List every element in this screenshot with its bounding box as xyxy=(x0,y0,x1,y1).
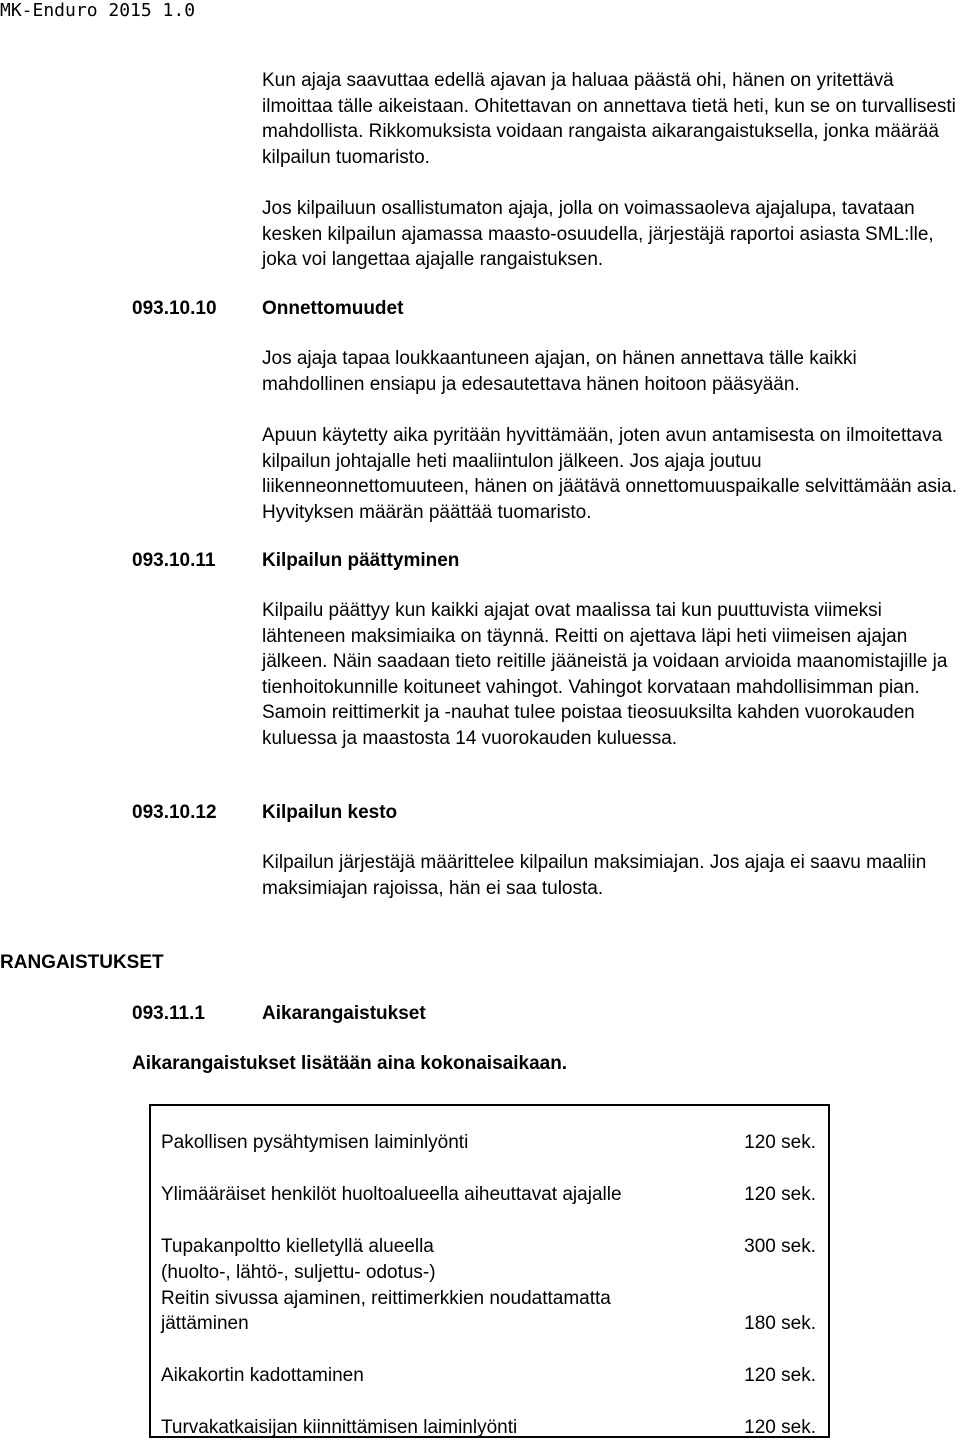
section-title-duration: Kilpailun kesto xyxy=(262,802,398,823)
penalty-offense: Tupakanpoltto kielletyllä alueella xyxy=(161,1236,434,1257)
duration-paragraph: Kilpailun järjestäjä määrittelee kilpailun maksimiajan. Jos ajaja ei saavu maaliin maksimiajan rajoissa, hän ei saa tulosta. xyxy=(262,852,927,899)
section-title-time-penalties: Aikarangaistukset xyxy=(262,1003,426,1024)
penalty-offense: Turvakatkaisijan kiinnittämisen laiminlyönti xyxy=(161,1417,518,1438)
section-title-accidents: Onnettomuudet xyxy=(262,298,404,319)
penalties-heading: RANGAISTUKSET xyxy=(0,952,164,973)
penalty-time: 180 sek. xyxy=(744,1313,816,1334)
penalty-offense-detail: jättäminen xyxy=(161,1313,249,1334)
penalty-offense-detail: (huolto-, lähtö-, suljettu- odotus-) xyxy=(161,1262,436,1283)
overtake-paragraph: Kun ajaja saavuttaa edellä ajavan ja haluaa päästä ohi, hänen on yritettävä ilmoittaa tälle aikeistaan. Ohitettavan on annettava tietä heti, kun se on turvallisesti mahdollista. Rikkomuksista voidaan rangaista aikarangaistuksella, jonka määrää kilpailun tuomaristo. xyxy=(262,70,956,168)
penalty-time: 120 sek. xyxy=(744,1184,816,1205)
penalty-table xyxy=(149,1104,830,1438)
penalty-time: 120 sek. xyxy=(744,1132,816,1153)
penalty-offense: Ylimääräiset henkilöt huoltoalueella aiheuttavat ajajalle xyxy=(161,1184,622,1205)
penalty-time: 300 sek. xyxy=(744,1236,816,1257)
ending-paragraph: Kilpailu päättyy kun kaikki ajajat ovat maalissa tai kun puuttuvista viimeksi lähteneen maksimiaika on täynnä. Reitti on ajettava läpi heti viimeisen ajajan jälkeen. Näin saadaan tieto reitille jääneistä ja voidaan arvioida maanomistajille ja tienhoitokunnille koituneet vahingot. Vahingot korvataan mahdollisimman pian. Samoin reittimerkit ja -nauhat tulee poistaa tieosuuksilta kahden vuorokauden kuluessa ja maastosta 14 vuorokauden kuluessa. xyxy=(262,600,948,749)
penalty-offense: Reitin sivussa ajaminen, reittimerkkien noudattamatta xyxy=(161,1288,611,1309)
accidents-paragraph-1: Jos ajaja tapaa loukkaantuneen ajajan, on hänen annettava tälle kaikki mahdollinen ensiapu ja edesautettava hänen hoitoon pääsyään. xyxy=(262,348,857,395)
section-number-ending: 093.10.11 xyxy=(132,550,216,571)
document-header: MK-Enduro 2015 1.0 xyxy=(0,0,196,21)
section-number-duration: 093.10.12 xyxy=(132,802,217,823)
section-title-ending: Kilpailun päättyminen xyxy=(262,550,460,571)
outsider-paragraph: Jos kilpailuun osallistumaton ajaja, jolla on voimassaoleva ajajalupa, tavataan kesken kilpailun ajamassa maasto-osuudella, järjestäjä raportoi asiasta SML:lle, joka voi langettaa ajajalle rangaistuksen. xyxy=(262,198,934,270)
penalty-time: 120 sek. xyxy=(744,1417,816,1438)
section-number-time-penalties: 093.11.1 xyxy=(132,1003,205,1024)
section-number-accidents: 093.10.10 xyxy=(132,298,217,319)
penalty-time: 120 sek. xyxy=(744,1365,816,1386)
penalty-offense: Aikakortin kadottaminen xyxy=(161,1365,364,1386)
penalty-offense: Pakollisen pysähtymisen laiminlyönti xyxy=(161,1132,469,1153)
time-penalties-intro: Aikarangaistukset lisätään aina kokonaisaikaan. xyxy=(132,1053,568,1074)
accidents-paragraph-2: Apuun käytetty aika pyritään hyvittämään, joten avun antamisesta on ilmoitettava kilpailun johtajalle heti maaliintulon jälkeen. Jos ajaja joutuu liikenneonnettomuuteen, hänen on jäätävä onnettomuuspaikalle selvittämään asia. Hyvityksen määrän päättää tuomaristo. xyxy=(262,425,958,523)
